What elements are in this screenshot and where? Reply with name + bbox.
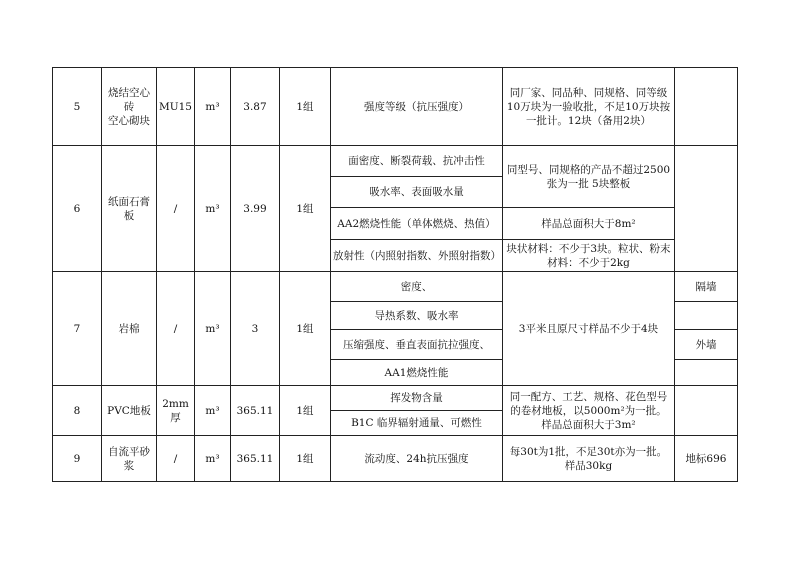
material-name <box>102 68 157 146</box>
sampling-rule <box>502 146 674 208</box>
material-quantity: 3.99 <box>230 146 279 272</box>
row-number: 7 <box>53 272 102 386</box>
test-item: 面密度、断裂荷载、抗冲击性 <box>330 146 502 177</box>
sampling-rule-line: 一批计。12块（备用2块） <box>525 114 651 127</box>
material-quantity: 365.11 <box>230 436 279 482</box>
test-item: 导热系数、吸水率 <box>330 302 502 330</box>
remark <box>674 146 737 272</box>
row-number: 5 <box>53 68 102 146</box>
sampling-rule-line: 样品总面积大于3m² <box>541 418 636 431</box>
remark <box>674 302 737 330</box>
material-name: 纸面石膏板 <box>102 146 157 272</box>
test-item: B1C 临界辐射通量、可燃性 <box>330 411 502 436</box>
material-unit: m³ <box>194 386 230 436</box>
remark <box>674 386 737 436</box>
material-name-line: 烧结空心砖 <box>108 86 150 113</box>
remark <box>674 360 737 386</box>
test-item: 吸水率、表面吸水量 <box>330 177 502 208</box>
table-row <box>53 436 738 482</box>
row-number: 9 <box>53 436 102 482</box>
material-quantity: 3 <box>230 272 279 386</box>
sampling-rule-line: 同厂家、同品种、同规格、同等级 <box>509 86 668 99</box>
sampling-rule: 3平米且原尺寸样品不少于4块 <box>502 272 674 386</box>
test-item: 密度、 <box>330 272 502 302</box>
table-row <box>53 68 738 146</box>
test-item: 挥发物含量 <box>330 386 502 411</box>
material-unit: m³ <box>194 436 230 482</box>
material-name-line: 空心砌块 <box>108 114 150 127</box>
material-spec: MU15 <box>157 68 195 146</box>
remark: 外墙 <box>674 330 737 360</box>
sampling-rule-line: 的卷材地板，以5000m²为一批。 <box>510 404 667 417</box>
test-item: 压缩强度、垂直表面抗拉强度、 <box>330 330 502 360</box>
row-number: 6 <box>53 146 102 272</box>
materials-sampling-table <box>52 67 738 482</box>
test-item: AA1燃烧性能 <box>330 360 502 386</box>
table-row <box>53 272 738 302</box>
material-name: 自流平砂浆 <box>102 436 157 482</box>
sampling-rule <box>502 240 674 272</box>
material-quantity: 3.87 <box>230 68 279 146</box>
sampling-rule-line: 每30t为1批，不足30t亦为一批。 <box>509 445 668 458</box>
test-item: 流动度、24h抗压强度 <box>330 436 502 482</box>
test-item: 强度等级（抗压强度） <box>330 68 502 146</box>
remark: 隔墙 <box>674 272 737 302</box>
material-name: PVC地板 <box>102 386 157 436</box>
material-spec: / <box>157 272 195 386</box>
table-row <box>53 386 738 411</box>
sampling-rule <box>502 68 674 146</box>
table-row <box>53 146 738 177</box>
material-quantity: 365.11 <box>230 386 279 436</box>
sampling-rule <box>502 436 674 482</box>
material-spec: 2mm厚 <box>157 386 195 436</box>
material-spec: / <box>157 436 195 482</box>
sample-group: 1组 <box>279 386 330 436</box>
sampling-rule-line: 块状材料：不少于3块。粒状、粉末 <box>506 242 671 255</box>
sample-group: 1组 <box>279 436 330 482</box>
sample-group: 1组 <box>279 272 330 386</box>
sample-group: 1组 <box>279 68 330 146</box>
sampling-rule <box>502 386 674 436</box>
row-number: 8 <box>53 386 102 436</box>
test-item: 放射性（内照射指数、外照射指数） <box>330 240 502 272</box>
material-unit: m³ <box>194 146 230 272</box>
remark <box>674 68 737 146</box>
material-spec: / <box>157 146 195 272</box>
material-unit: m³ <box>194 272 230 386</box>
material-name: 岩棉 <box>102 272 157 386</box>
sampling-rule-line: 10万块为一验收批，不足10万块按 <box>506 100 671 113</box>
sampling-rule-line: 样品30kg <box>564 459 613 472</box>
sampling-rule-line: 张为一批 5块整板 <box>546 177 631 190</box>
sampling-rule-line: 同一配方、工艺、规格、花色型号 <box>509 390 668 403</box>
sample-group: 1组 <box>279 146 330 272</box>
sampling-rule-line: 材料：不少于2kg <box>547 256 630 269</box>
sampling-rule-line: 同型号、同规格的产品不超过2500 <box>506 163 671 176</box>
material-unit: m³ <box>194 68 230 146</box>
sampling-rule: 样品总面积大于8m² <box>502 208 674 240</box>
remark: 地标696 <box>674 436 737 482</box>
test-item: AA2燃烧性能（单体燃烧、热值） <box>330 208 502 240</box>
